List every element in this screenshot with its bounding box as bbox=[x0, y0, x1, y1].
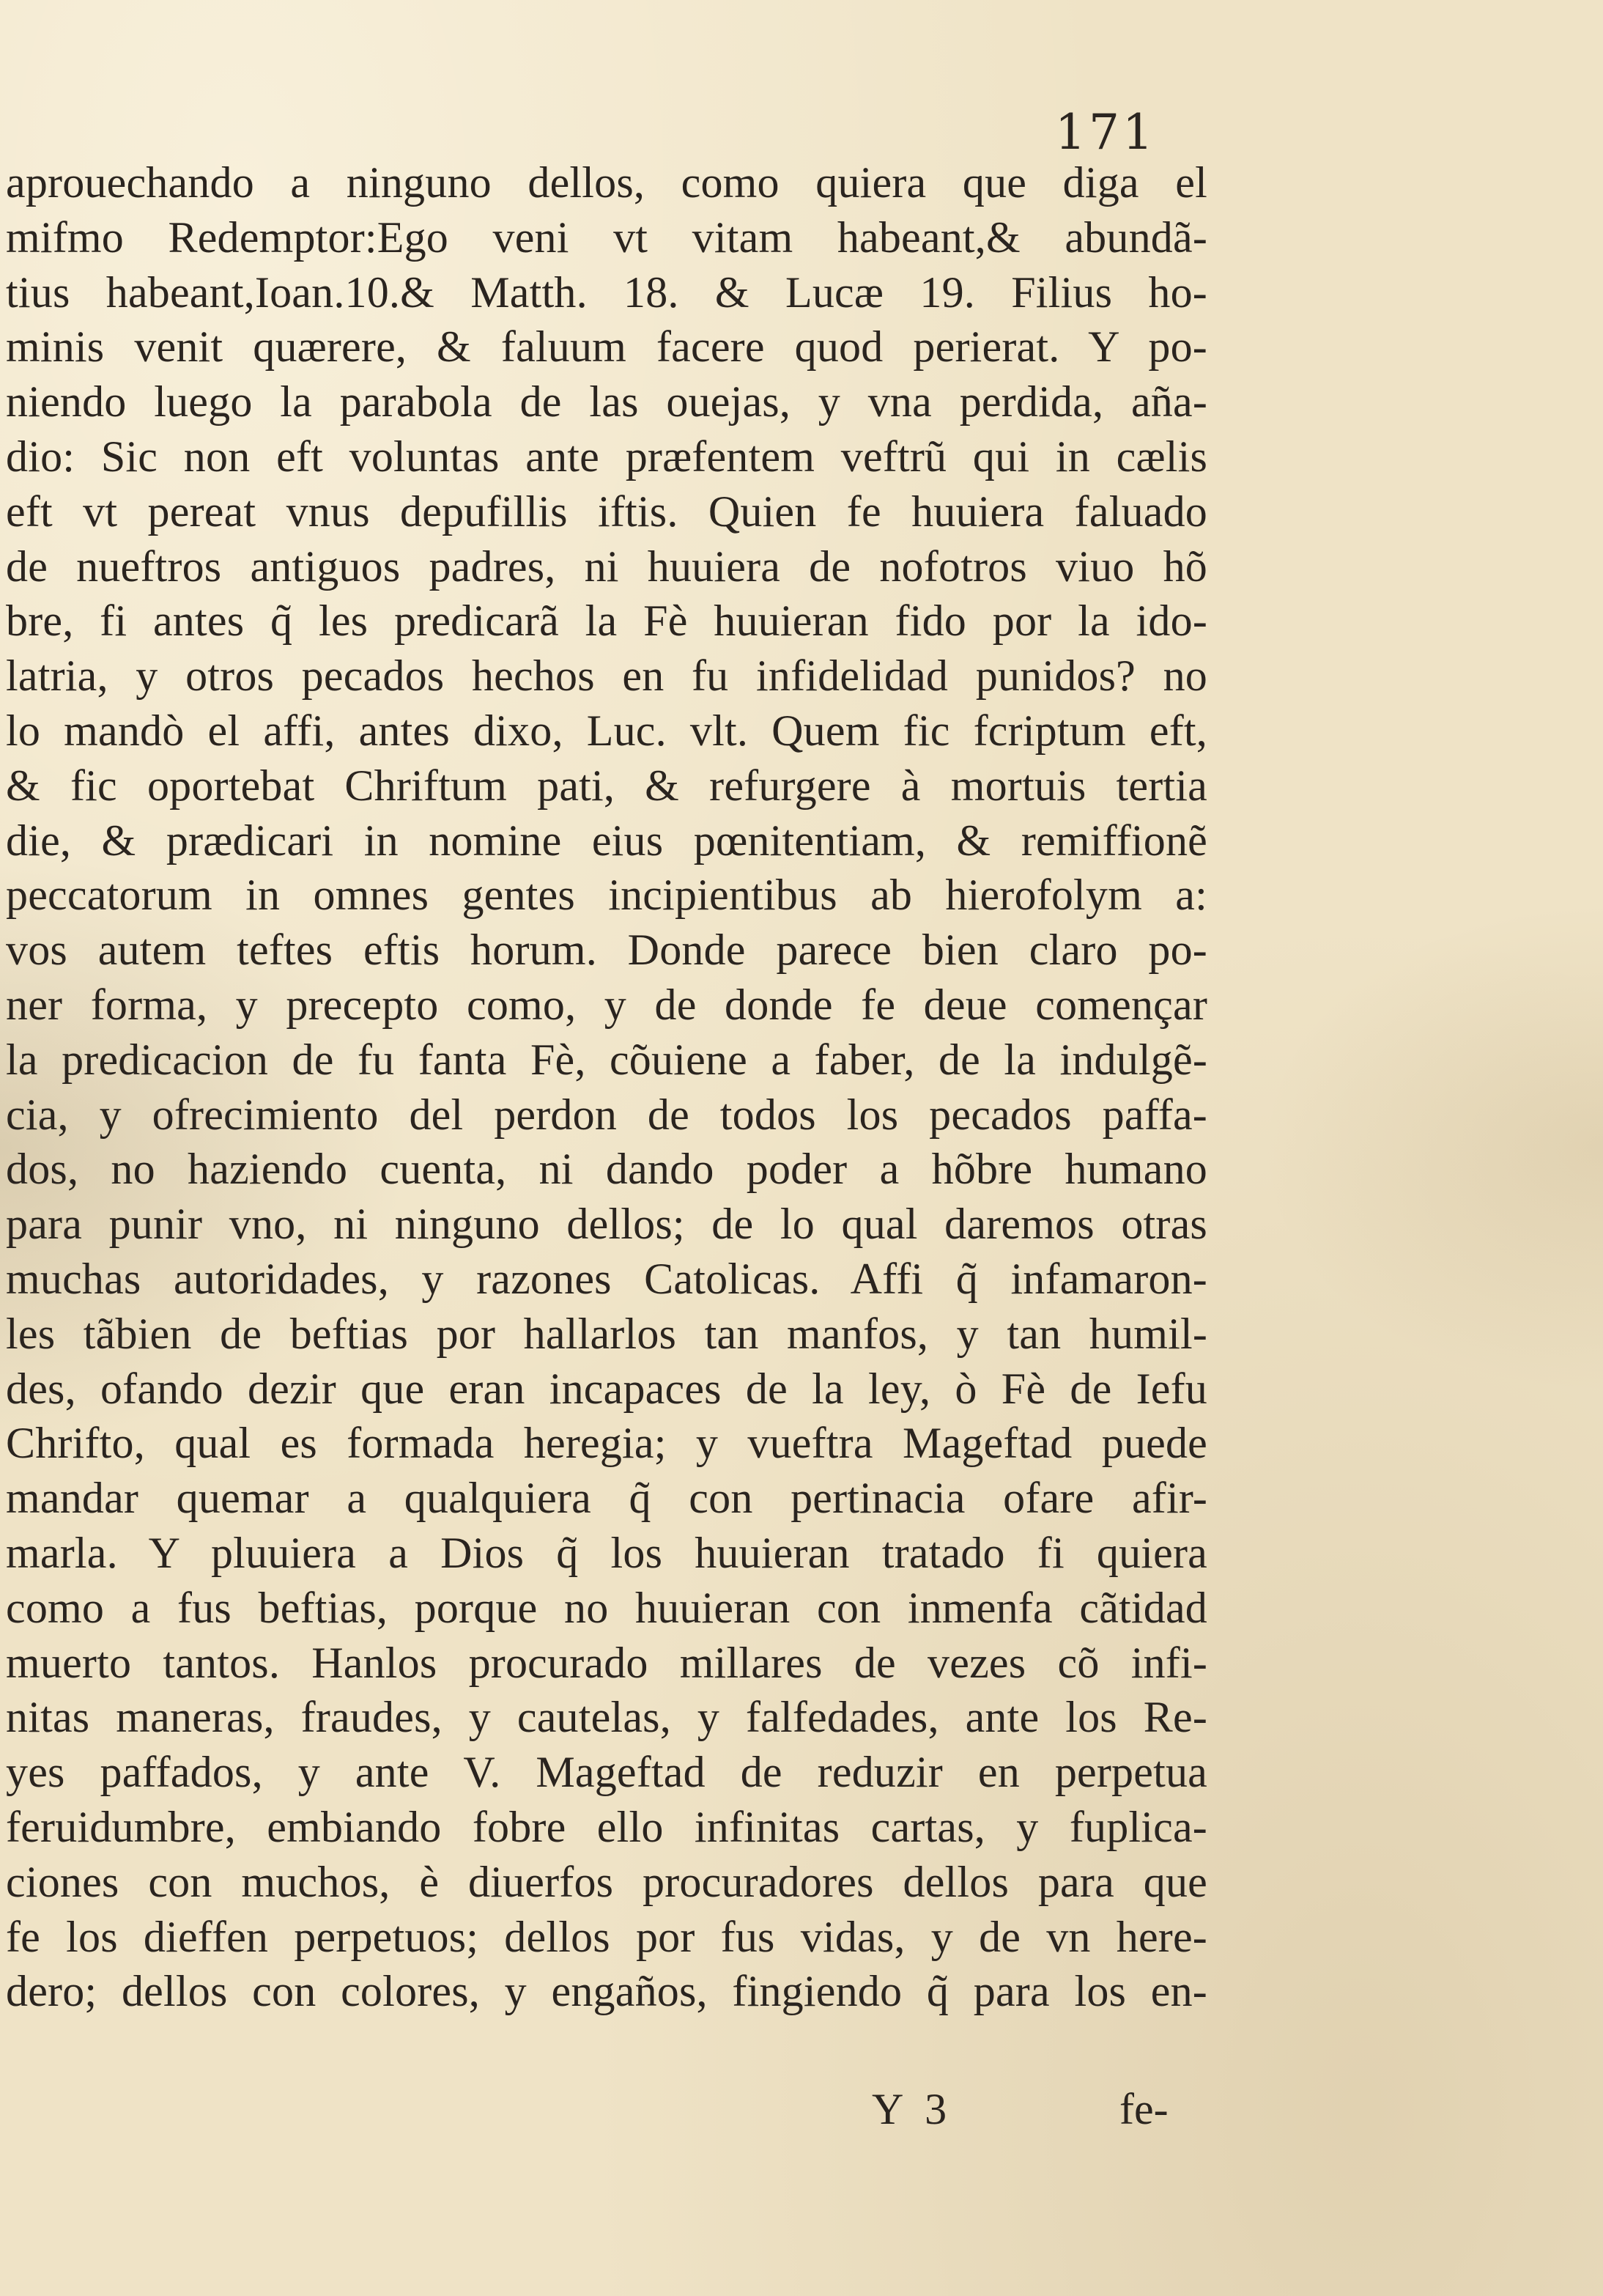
page-footer bbox=[0, 2080, 1202, 2138]
text-line: feruidumbre, embiando fobre ello infinitas cartas, y fuplica- bbox=[6, 1802, 1207, 1851]
text-line: muchas autoridades, y razones Catolicas. Affi q̃ infamaron- bbox=[6, 1254, 1207, 1303]
text-line: mifmo Redemptor:Ego veni vt vitam habeant,& abundã- bbox=[6, 213, 1207, 262]
text-line: dio: Sic non eft voluntas ante præfentem veftrũ qui in cælis bbox=[6, 432, 1207, 481]
signature-mark: Y 3 bbox=[872, 2085, 953, 2133]
text-line: aprouechando a ninguno dellos, como quiera que diga el bbox=[6, 158, 1207, 207]
text-line: niendo luego la parabola de las ouejas, y vna perdida, aña- bbox=[6, 377, 1207, 427]
text-line: muerto tantos. Hanlos procurado millares de vezes cõ infi- bbox=[6, 1638, 1207, 1687]
text-line: lo mandò el affi, antes dixo, Luc. vlt. Quem fic fcriptum eft, bbox=[6, 706, 1207, 755]
text-line: ner forma, y precepto como, y de donde fe deue començar bbox=[6, 980, 1207, 1029]
text-line: dero; dellos con colores, y engaños, fingiendo q̃ para los en- bbox=[6, 1967, 1207, 2016]
text-line: dos, no haziendo cuenta, ni dando poder a hõbre humano bbox=[6, 1145, 1207, 1194]
text-line: peccatorum in omnes gentes incipientibus ab hierofolym a: bbox=[6, 871, 1207, 920]
text-line: fe los dieffen perpetuos; dellos por fus vidas, y de vn here- bbox=[6, 1912, 1207, 1961]
text-line: eft vt pereat vnus depufillis iftis. Quien fe huuiera faluado bbox=[6, 487, 1207, 536]
text-line: de nueftros antiguos padres, ni huuiera de nofotros viuo hõ bbox=[6, 542, 1207, 591]
text-line: Chrifto, qual es formada heregia; y vueftra Mageftad puede bbox=[6, 1419, 1207, 1468]
text-line: des, ofando dezir que eran incapaces de la ley, ò Fè de Iefu bbox=[6, 1364, 1207, 1413]
text-line: & fic oportebat Chriftum pati, & refurgere à mortuis tertia bbox=[6, 761, 1207, 810]
text-line: ciones con muchos, è diuerfos procuradores dellos para que bbox=[6, 1857, 1207, 1906]
text-line: bre, fi antes q̃ les predicarã la Fè huuieran fido por la ido- bbox=[6, 597, 1207, 646]
text-line: la predicacion de fu fanta Fè, cõuiene a faber, de la indulgẽ- bbox=[6, 1035, 1207, 1084]
catchword: fe- bbox=[1119, 2085, 1169, 2133]
text-line: cia, y ofrecimiento del perdon de todos los pecados paffa- bbox=[6, 1090, 1207, 1139]
text-line: minis venit quærere, & faluum facere quod perierat. Y po- bbox=[6, 322, 1207, 372]
text-line: die, & prædicari in nomine eius pœnitentiam, & remiffionẽ bbox=[6, 816, 1207, 865]
page-number: 171 bbox=[1055, 104, 1156, 160]
text-line: para punir vno, ni ninguno dellos; de lo qual daremos otras bbox=[6, 1200, 1207, 1249]
text-line: marla. Y pluuiera a Dios q̃ los huuieran tratado fi quiera bbox=[6, 1528, 1207, 1577]
text-line: nitas maneras, fraudes, y cautelas, y falfedades, ante los Re- bbox=[6, 1693, 1207, 1742]
text-line: tius habeant,Ioan.10.& Matth. 18. & Lucæ 19. Filius ho- bbox=[6, 267, 1207, 317]
text-line: mandar quemar a qualquiera q̃ con pertinacia ofare afir- bbox=[6, 1474, 1207, 1523]
text-line: como a fus beftias, porque no huuieran con inmenfa cãtidad bbox=[6, 1583, 1207, 1632]
text-line: les tãbien de beftias por hallarlos tan manfos, y tan humil- bbox=[6, 1309, 1207, 1358]
body-text bbox=[6, 155, 1207, 2019]
text-line: latria, y otros pecados hechos en fu infidelidad punidos? no bbox=[6, 651, 1207, 701]
text-line: vos autem teftes eftis horum. Donde parece bien claro po- bbox=[6, 926, 1207, 975]
text-line: yes paffados, y ante V. Mageftad de reduzir en perpetua bbox=[6, 1748, 1207, 1797]
